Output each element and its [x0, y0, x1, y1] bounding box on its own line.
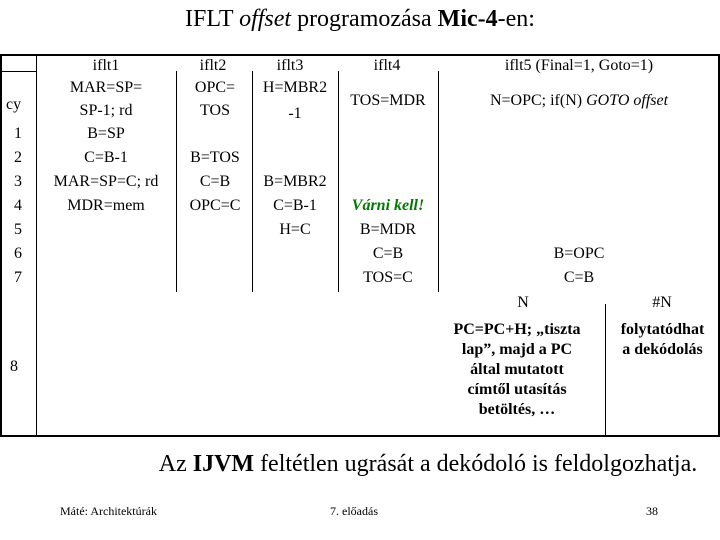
row-4-iflt3: C=B-1 [273, 197, 317, 214]
table-border-left [0, 54, 2, 437]
header-iflt1: iflt1 [92, 57, 120, 74]
row-4-iflt4: Várni kell! [351, 197, 425, 214]
cy-8: 8 [10, 358, 18, 375]
branch-not-n-label: #N [652, 294, 672, 311]
branch-line: által mutatott [470, 361, 564, 378]
title-mic4: Mic-4 [437, 6, 498, 32]
pre-iflt3-line2: -1 [288, 105, 302, 122]
pre-iflt1-line1: MAR=SP= [69, 79, 143, 96]
row-7-iflt4: TOS=C [363, 269, 413, 286]
branch-line: a dekódolás [622, 341, 703, 358]
footer-author: Máté: Architektúrák [60, 504, 157, 518]
note-ijvm: IJVM [192, 451, 255, 477]
row-2-iflt1: C=B-1 [84, 149, 128, 166]
row-3-iflt3: B=MBR2 [263, 173, 327, 190]
row-4-iflt1: MDR=mem [67, 197, 145, 214]
row-2-iflt2: B=TOS [190, 149, 240, 166]
footer-page-number: 38 [646, 504, 658, 518]
ijvm-note: Az IJVM feltétlen ugrását a dekódoló is feldolgozhatja. [158, 451, 698, 477]
page-title: IFLT offset programozása Mic-4-en: [185, 6, 535, 32]
pre-iflt2-line2: TOS [200, 102, 230, 119]
row-5-iflt4: B=MDR [359, 221, 417, 238]
table-border-bottom [0, 435, 720, 437]
title-offset-word: offset [239, 6, 292, 32]
row-7-cy: 7 [14, 269, 22, 286]
table-border-top [0, 54, 720, 56]
row-5-cy: 5 [14, 221, 22, 238]
pre-iflt5: N=OPC; if(N) GOTO offset [489, 92, 669, 109]
col-sep-2 [176, 71, 177, 292]
row-4-cy: 4 [14, 197, 22, 214]
header-rule [0, 71, 36, 72]
pre-iflt2-line1: OPC= [194, 79, 236, 96]
pre-iflt3-line1: H=MBR2 [262, 79, 328, 96]
row-3-iflt1: MAR=SP=C; rd [53, 173, 159, 190]
row-2-cy: 2 [14, 149, 22, 166]
row-7-iflt5: C=B [563, 269, 595, 286]
row-6-iflt4: C=B [372, 245, 404, 262]
microprogram-table [0, 54, 720, 437]
branch-n-text [430, 320, 604, 420]
row-5-iflt3: H=C [279, 221, 311, 238]
col-sep-5 [438, 71, 439, 292]
header-iflt3: iflt3 [276, 57, 304, 74]
footer-lecture: 7. előadás [330, 504, 378, 518]
row-4-iflt2: OPC=C [189, 197, 241, 214]
cy-label: cy [6, 96, 22, 113]
branch-line: PC=PC+H; „tiszta [453, 321, 581, 338]
row-3-iflt2: C=B [199, 173, 231, 190]
branch-not-n-text [606, 320, 719, 360]
row-1-iflt1: B=SP [87, 125, 125, 142]
col-sep-3 [252, 71, 253, 292]
branch-n-label: N [517, 294, 529, 311]
branch-line: betöltés, … [478, 401, 556, 418]
branch-line: folytatódhat [620, 321, 705, 338]
row-6-iflt5: B=OPC [553, 245, 605, 262]
goto-offset: GOTO offset [586, 92, 669, 109]
row-6-cy: 6 [14, 245, 22, 262]
row-1-cy: 1 [14, 125, 22, 142]
row-3-cy: 3 [14, 173, 22, 190]
pre-iflt1-line2: SP-1; rd [79, 102, 133, 119]
branch-line: címtől utasítás [467, 381, 567, 398]
col-sep-1 [36, 54, 37, 436]
header-iflt5: iflt5 (Final=1, Goto=1) [504, 57, 654, 74]
header-iflt2: iflt2 [199, 57, 227, 74]
branch-line: lap”, majd a PC [461, 341, 573, 358]
col-sep-4 [338, 71, 339, 292]
pre-iflt4: TOS=MDR [350, 92, 426, 109]
header-iflt4: iflt4 [373, 57, 401, 74]
